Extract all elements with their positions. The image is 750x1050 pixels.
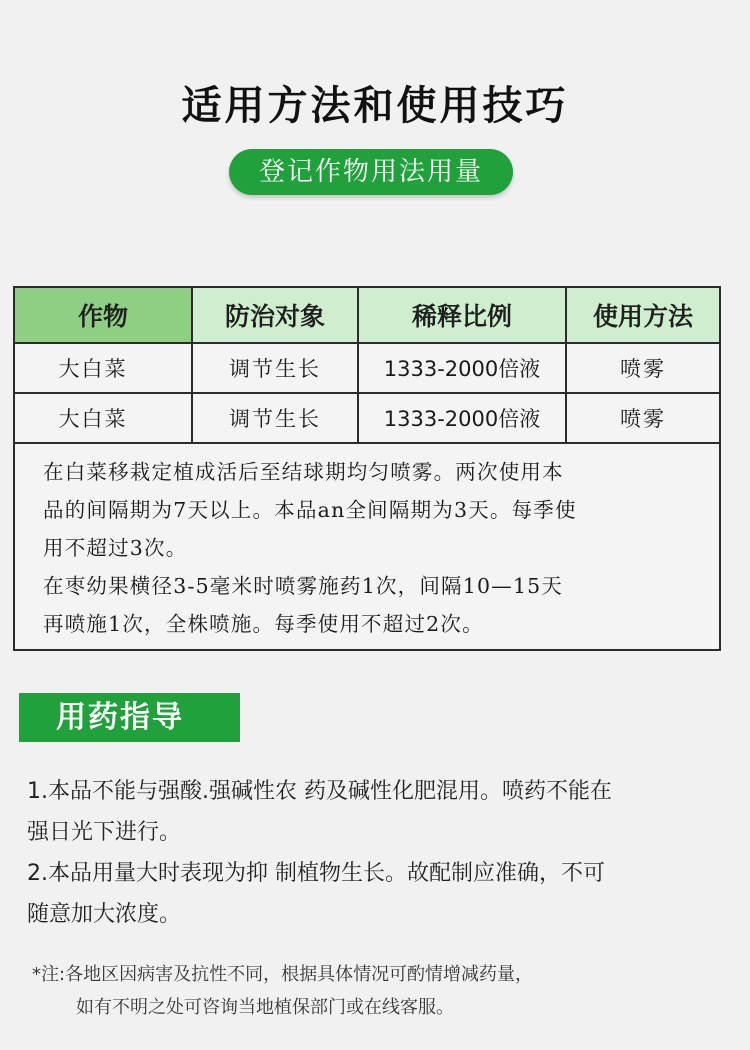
cell-crop: 大白菜 [15, 344, 193, 392]
cell-dilution: 1333-2000倍液 [359, 344, 567, 392]
footnote-line: 如有不明之处可咨询当地植保部门或在线客服。 [76, 997, 454, 1018]
cell-method: 喷雾 [567, 344, 719, 392]
header-target: 防治对象 [193, 288, 359, 342]
guide-line: 2.本品用量大时表现为抑 制植物生长。故配制应准确，不可 [27, 861, 605, 886]
usage-table [13, 286, 721, 651]
table-row [15, 344, 719, 394]
table-header-row [15, 288, 719, 344]
note-line: 在白菜移栽定植成活后至结球期均匀喷雾。两次使用本 [43, 460, 564, 484]
note-line: 在枣幼果横径3-5毫米时喷雾施药1次，间隔10—15天 [43, 574, 564, 598]
section-badge-registered-usage: 登记作物用法用量 [229, 149, 513, 195]
note-line: 再喷施1次，全株喷施。每季使用不超过2次。 [43, 612, 484, 636]
note-line: 品的间隔期为7天以上。本品an全间隔期为3天。每季使 [43, 498, 577, 522]
table-row [15, 394, 719, 444]
table-notes [15, 444, 719, 643]
cell-target: 调节生长 [193, 394, 359, 442]
cell-dilution: 1333-2000倍液 [359, 394, 567, 442]
footnote [32, 958, 732, 1024]
header-dilution: 稀释比例 [359, 288, 567, 342]
guide-line: 1.本品不能与强酸.强碱性农 药及碱性化肥混用。喷药不能在 [27, 779, 612, 804]
guide-heading: 用药指导 [19, 693, 240, 742]
footnote-line: *注:各地区因病害及抗性不同，根据具体情况可酌情增减药量， [32, 964, 534, 985]
header-crop: 作物 [15, 288, 193, 342]
note-line: 用不超过3次。 [43, 536, 188, 560]
cell-method: 喷雾 [567, 394, 719, 442]
page-title: 适用方法和使用技巧 [181, 83, 569, 129]
guide-text [27, 771, 727, 935]
guide-line: 随意加大浓度。 [27, 902, 182, 927]
header-method: 使用方法 [567, 288, 719, 342]
guide-line: 强日光下进行。 [27, 820, 182, 845]
cell-crop: 大白菜 [15, 394, 193, 442]
cell-target: 调节生长 [193, 344, 359, 392]
